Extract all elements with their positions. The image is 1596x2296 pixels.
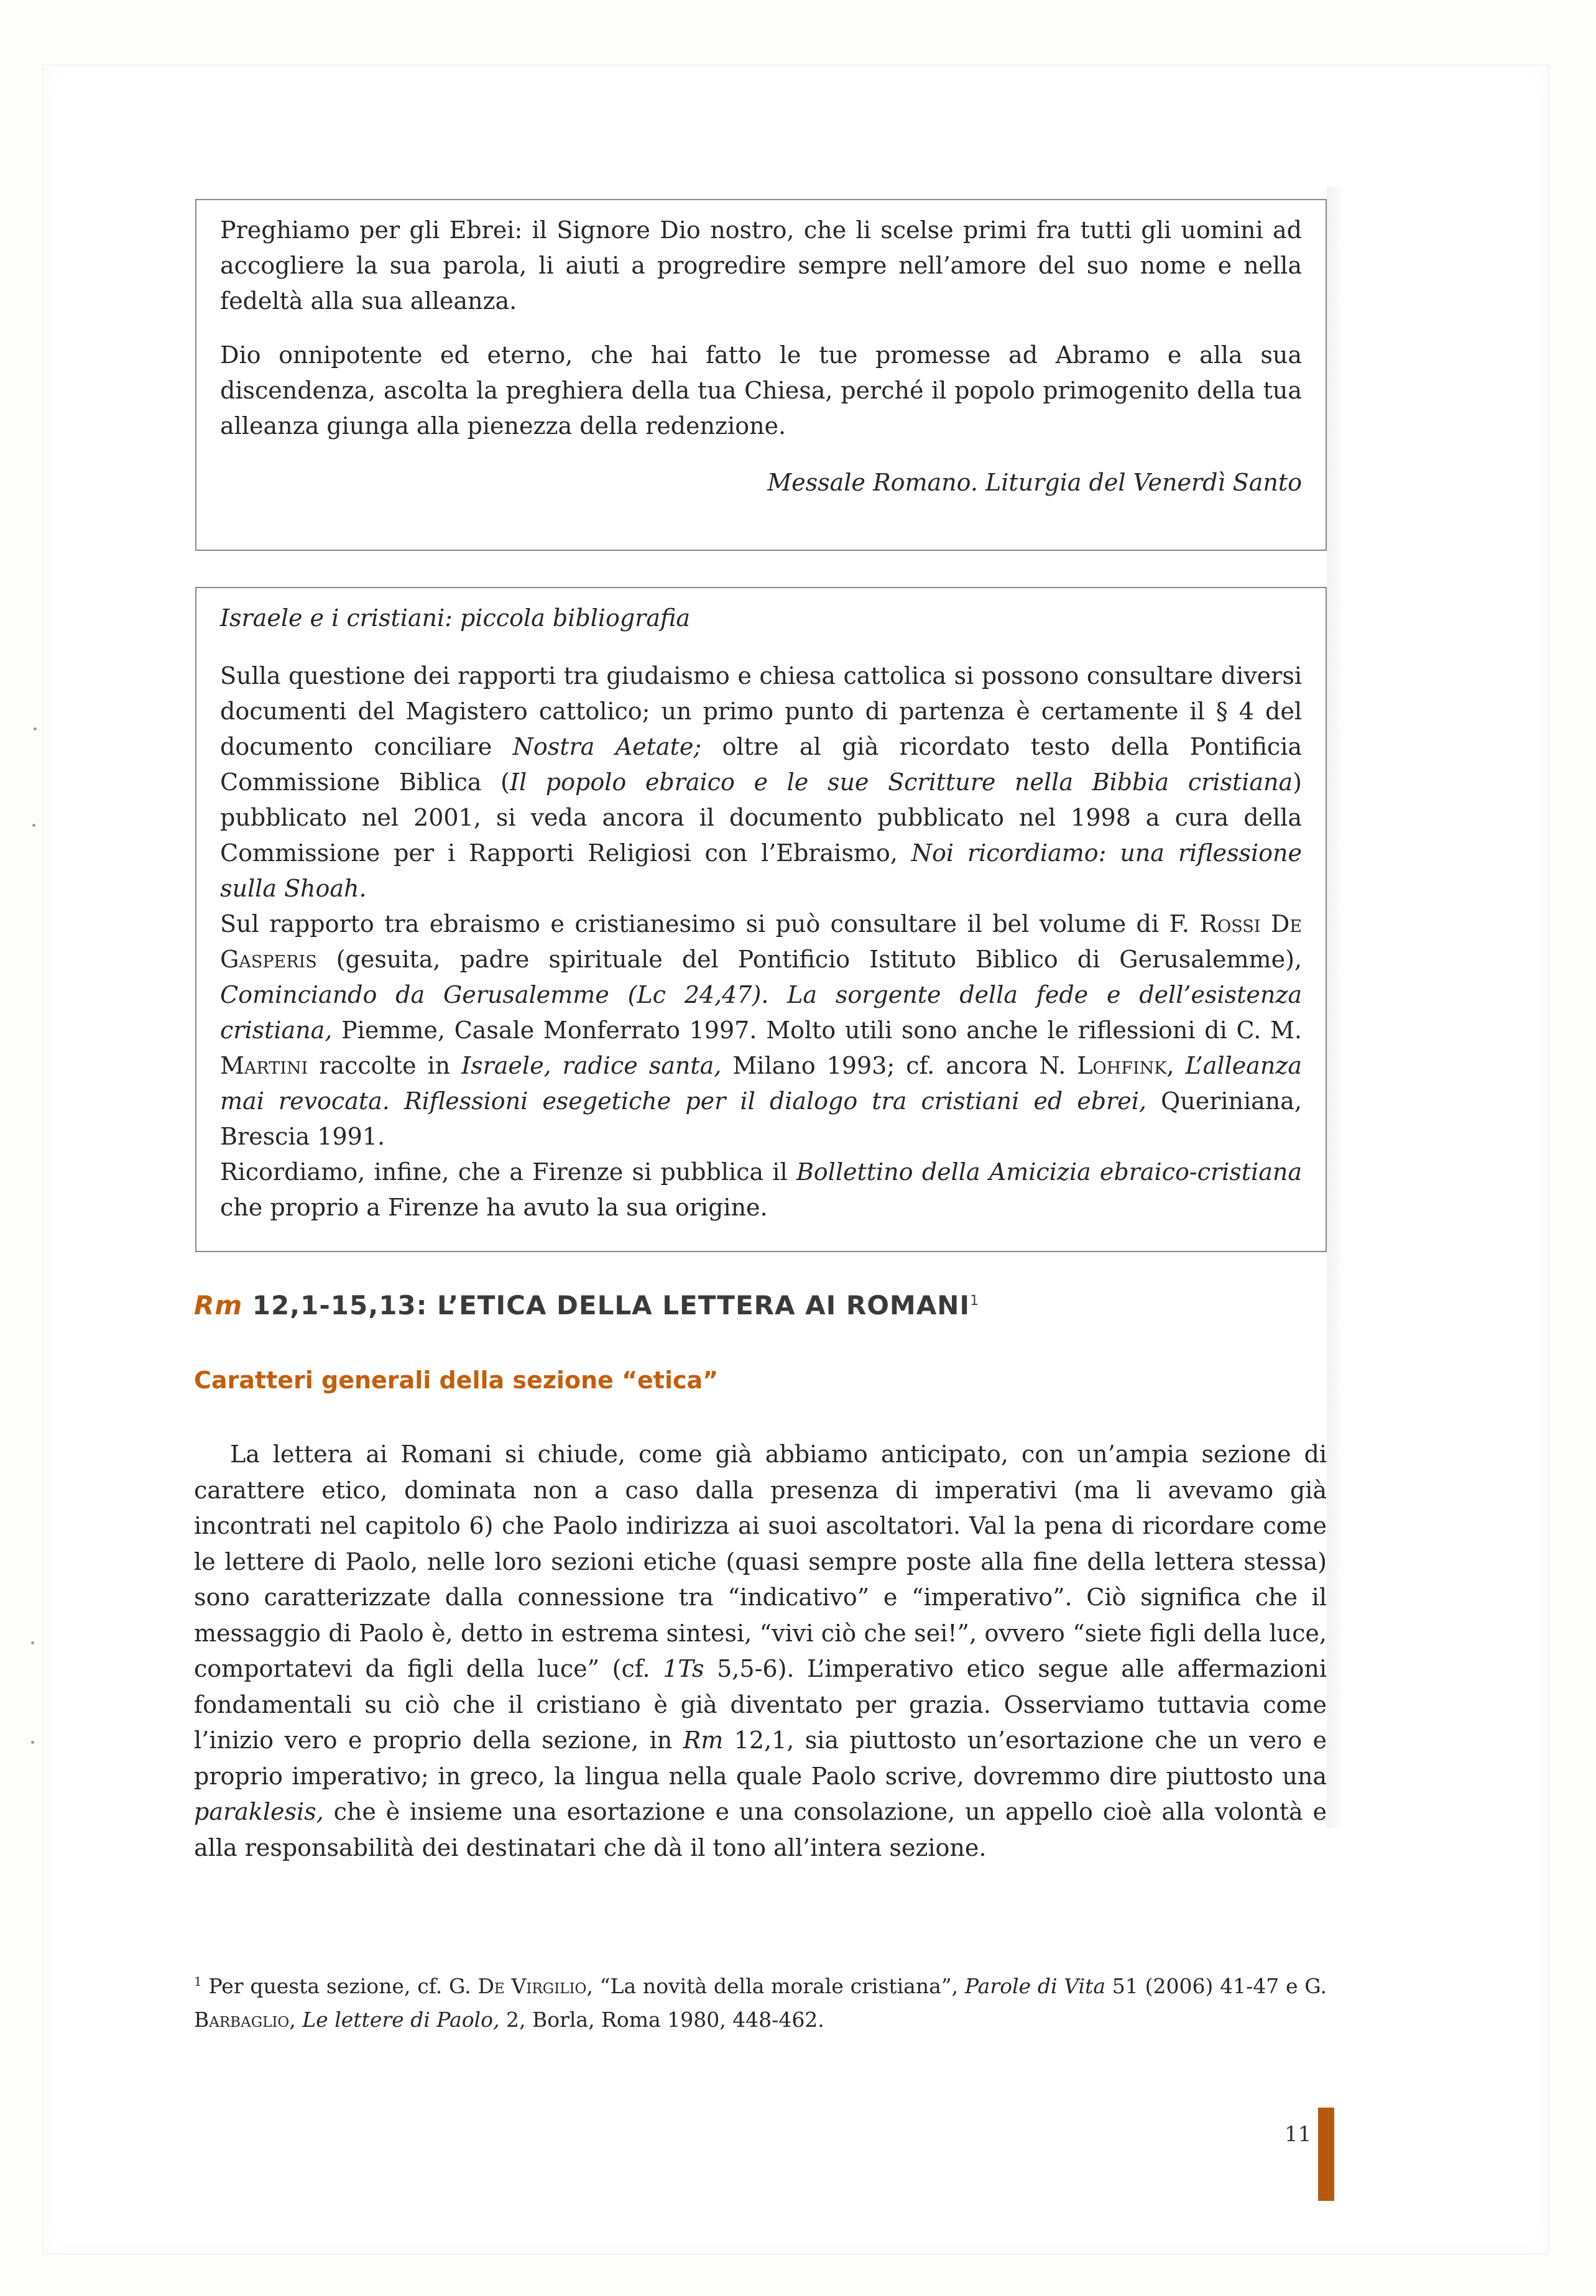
text-run: Piemme, Casale Monferrato 1997. Molto utili sono anche le riflessioni di C. M. [332, 1017, 1302, 1044]
prayer-paragraph-2: Dio onnipotente ed eterno, che hai fatto le tue promesse ad Abramo e alla sua discendenza, ascolta la preghiera della tua Chiesa, perché il popolo primogenito della tua alleanza giunga alla pienezza della redenzione. [220, 341, 1302, 440]
scan-speck [31, 1641, 34, 1644]
author-name: Rossi De Gasperis [220, 910, 1303, 973]
author-name: Martini [220, 1052, 308, 1079]
prayer-attribution: Messale Romano. Liturgia del Venerdì Santo [767, 469, 1302, 496]
body-paragraph [194, 1437, 1327, 1866]
bibliography-box [195, 587, 1327, 1252]
text-run: ) pubblicato nel 2001, si veda ancora il documento pubblicato nel 1998 a cura della Commissione per i Rapporti Religiosi con l’Ebraismo, [220, 768, 1302, 867]
text-run: , [289, 2008, 303, 2032]
scan-speck [34, 727, 37, 731]
scan-speck [32, 824, 35, 827]
book-title: Cominciando da Gerusalemme (Lc 24,47). La sorgente della fede e dell’esistenza cristiana, [220, 981, 1302, 1044]
text-run: La lettera ai Romani si chiude, come già abbiamo anticipato, con un’ampia sezione di carattere etico, dominata non a caso dalla presenza di imperativi (ma li avevamo già incontrati nel capitolo 6) che Paolo indirizza ai suoi ascoltatori. Val la pena di ricordare come le lettere di Paolo, nelle loro sezioni etiche (quasi sempre poste alla fine della lettera stessa) sono caratterizzate dalla connessione tra “indicativo” e “imperativo”. Ciò significa che il messaggio di Paolo è, detto in estrema sintesi, “vivi ciò che sei!”, ovvero “siete figli della luce, comportatevi da figli della luce” (cf. [194, 1441, 1327, 1682]
text-run: 12,1, sia piuttosto un’esortazione che un vero e proprio imperativo; in greco, la lingua nella quale Paolo scrive, dovremmo dire piuttosto una [194, 1727, 1327, 1790]
greek-term: paraklesis, [194, 1798, 324, 1825]
author-name: Lohfink [1077, 1052, 1167, 1079]
section-heading-text: 12,1-15,13: L’ETICA DELLA LETTERA AI ROMANI [242, 1290, 970, 1321]
text-run: Milano 1993; cf. ancora N. [721, 1052, 1077, 1079]
author-name: Barbaglio [194, 2008, 290, 2032]
journal-title: Parole di Vita [964, 1974, 1106, 1998]
text-run: che proprio a Firenze ha avuto la sua origine. [220, 1194, 768, 1221]
scan-speck [31, 1741, 34, 1744]
section-heading [194, 1290, 979, 1321]
footnote-number: 1 [194, 1974, 202, 1989]
text-run: Queriniana, Brescia 1991. [220, 1087, 1302, 1150]
book-title: Israele, radice santa, [461, 1052, 722, 1079]
section-subtitle: Caratteri generali della sezione “etica” [194, 1367, 719, 1394]
text-run: Ricordiamo, infine, che a Firenze si pubblica il [220, 1158, 796, 1186]
footnote [194, 1965, 1327, 2037]
text-run: che è insieme una esortazione e una consolazione, un appello cioè alla volontà e alla responsabilità dei destinatari che dà il tono all’intera sezione. [194, 1798, 1327, 1861]
prayer-box [195, 199, 1327, 551]
text-run: , [1166, 1052, 1186, 1079]
journal-title: Bollettino della Amicizia ebraico-cristiana [796, 1158, 1302, 1186]
text-run: Per questa sezione, cf. G. [201, 1974, 478, 1998]
text-run: Sul rapporto tra ebraismo e cristianesimo si può consultare il bel volume di F. [220, 910, 1200, 938]
prayer-paragraph-1: Preghiamo per gli Ebrei: il Signore Dio nostro, che li scelse primi fra tutti gli uomini ad accogliere la sua parola, li aiuti a progredire sempre nell’amore del suo nome e nella fedeltà alla sua alleanza. [220, 216, 1302, 315]
text-run: (gesuita, padre spirituale del Pontificio Istituto Biblico di Gerusalemme), [316, 946, 1302, 973]
page-marker-bar [1318, 2108, 1334, 2201]
text-run: 51 (2006) 41-47 e G. [1105, 1974, 1327, 1998]
footnote-marker[interactable]: 1 [970, 1293, 979, 1309]
book-title: L’alleanza mai revocata. Riflessioni esegetiche per il dialogo tra cristiani ed ebrei, [220, 1052, 1302, 1115]
text-run: , “La novità della morale cristiana”, [586, 1974, 965, 1998]
scripture-ref: Rm [683, 1727, 724, 1754]
author-name: De Virgilio [477, 1974, 587, 1998]
bibliography-paragraph-2 [220, 906, 1302, 1155]
scripture-ref: 1Ts [663, 1655, 704, 1682]
bibliography-paragraph-1 [220, 658, 1302, 906]
text-run: Sulla questione dei rapporti tra giudaismo e chiesa cattolica si possono consultare diversi documenti del Magistero cattolico; un primo punto di partenza è certamente il § 4 del documento conciliare [220, 662, 1302, 760]
section-ref: Rm [194, 1290, 243, 1321]
document-title: Nostra Aetate; [512, 733, 702, 760]
bibliography-title: Israele e i cristiani: piccola bibliografia [220, 604, 690, 632]
text-run: raccolte in [308, 1052, 462, 1079]
text-run: oltre al già ricordato testo della Pontificia Commissione Biblica ( [220, 733, 1303, 796]
document-title: Il popolo ebraico e le sue Scritture nella Bibbia cristiana [509, 768, 1293, 796]
bleed-through-shadow [1327, 187, 1345, 1828]
page-number: 11 [1285, 2122, 1312, 2147]
document-title: Noi ricordiamo: una riflessione sulla Shoah. [220, 839, 1303, 902]
text-run: 2, Borla, Roma 1980, 448-462. [499, 2008, 824, 2032]
text-run: 5,5-6). L’imperativo etico segue alle affermazioni fondamentali su ciò che il cristiano è già diventato per grazia. Osserviamo tuttavia come l’inizio vero e proprio della sezione, in [194, 1655, 1327, 1754]
book-title: Le lettere di Paolo, [302, 2008, 500, 2032]
bibliography-paragraph-3 [220, 1155, 1302, 1225]
